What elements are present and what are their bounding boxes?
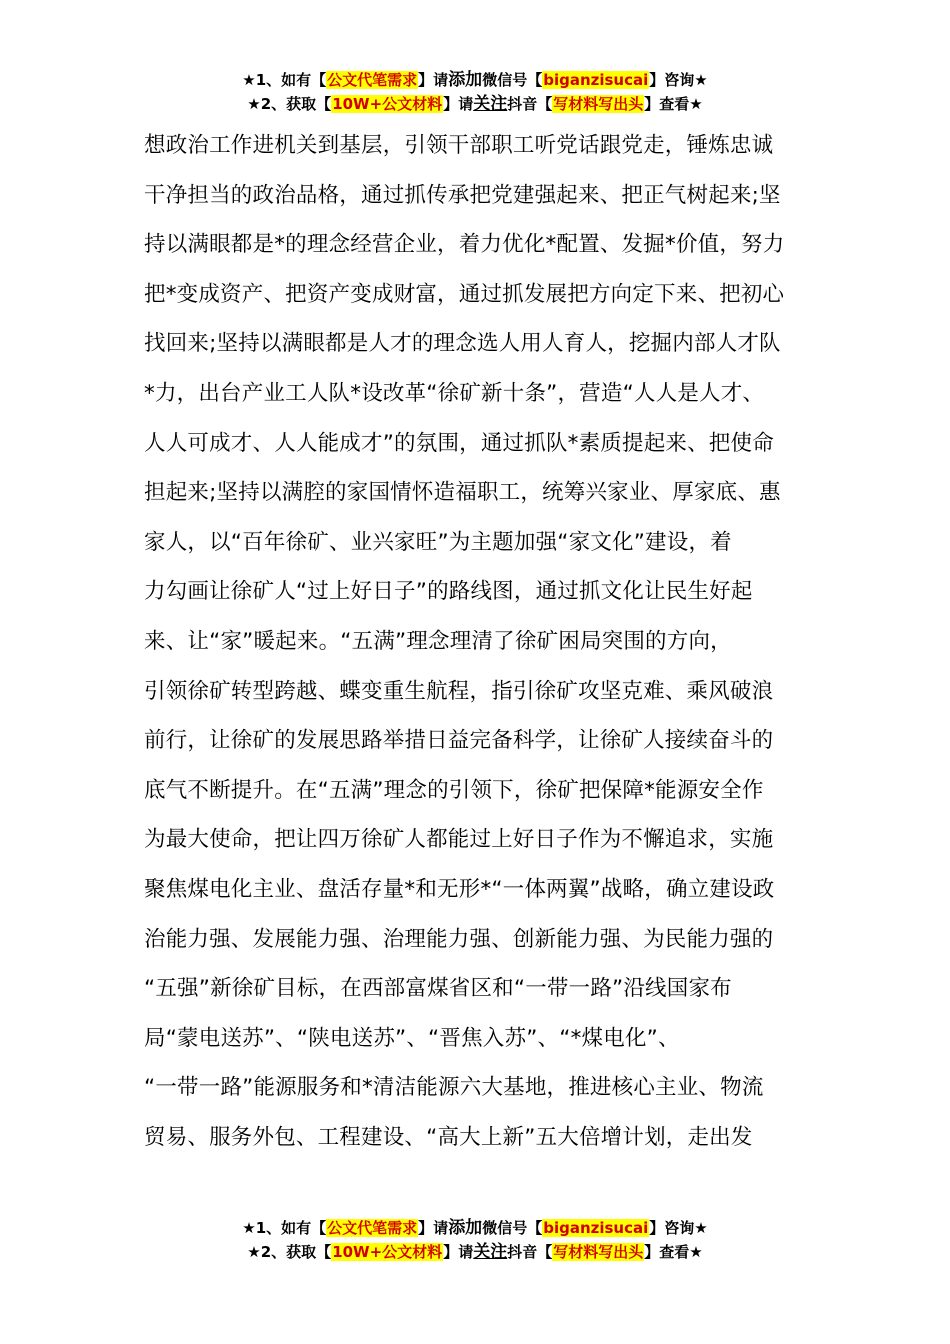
body-line: 局“蒙电送苏”、“陕电送苏”、“晋焦入苏”、“*煤电化”、 (144, 1025, 680, 1051)
banner-text: 】咨询★ (649, 71, 708, 89)
body-line: 干净担当的政治品格，通过抓传承把党建强起来、把正气树起来;坚 (144, 182, 781, 208)
body-line: 贸易、服务外包、工程建设、“高大上新”五大倍增计划，走出发 (144, 1124, 753, 1150)
banner-highlight: 10W+公文材料 (332, 95, 443, 113)
banner-highlight: 10W+公文材料 (332, 1243, 443, 1261)
body-line: 来、让“家”暖起来。“五满”理念理清了徐矿困局突围的方向， (144, 628, 732, 654)
banner-text: 】请 (418, 71, 449, 89)
body-line: 治能力强、发展能力强、治理能力强、创新能力强、为民能力强的 (144, 926, 774, 952)
header-banner (0, 68, 950, 116)
banner-line-1 (0, 68, 950, 92)
body-line: 把*变成资产、把资产变成财富，通过抓发展把方向定下来、把初心 (144, 281, 785, 307)
banner-text: ★1、如有【 (242, 71, 327, 89)
banner-text: 抖音【 (507, 95, 553, 113)
banner-emphasis: 关注 (473, 1242, 508, 1262)
body-line: 前行，让徐矿的发展思路举措日益完备科学，让徐矿人接续奋斗的 (144, 728, 774, 754)
banner-line-2 (0, 92, 950, 116)
footer-banner (0, 1216, 950, 1264)
body-line: 为最大使命，把让四万徐矿人都能过上好日子作为不懈追求，实施 (144, 827, 774, 853)
body-line: 想政治工作进机关到基层，引领干部职工听党话跟党走，锤炼忠诚 (144, 133, 774, 158)
banner-line-2 (0, 1240, 950, 1264)
body-line: 底气不断提升。在“五满”理念的引领下，徐矿把保障*能源安全作 (144, 777, 764, 803)
body-line: *力，出台产业工人队*设改革“徐矿新十条”，营造“人人是人才、 (144, 380, 765, 406)
banner-wechat-id: biganzisucai (543, 1219, 649, 1237)
banner-emphasis: 添加 (448, 70, 483, 90)
banner-line-1 (0, 1216, 950, 1240)
banner-douyin-id: 写材料写出头 (553, 95, 644, 113)
banner-douyin-id: 写材料写出头 (553, 1243, 644, 1261)
banner-text: 】请 (443, 95, 474, 113)
banner-text: 】查看★ (644, 1243, 703, 1261)
banner-text: 】咨询★ (649, 1219, 708, 1237)
banner-highlight: 公文代笔需求 (327, 1219, 418, 1237)
body-line: 人人可成才、人人能成才”的氛围，通过抓队*素质提起来、把使命 (144, 430, 774, 456)
body-line: “一带一路”能源服务和*清洁能源六大基地，推进核心主业、物流 (144, 1075, 764, 1101)
body-line: 担起来;坚持以满腔的家国情怀造福职工，统筹兴家业、厚家底、惠 (144, 480, 781, 506)
body-line: “五强”新徐矿目标，在西部富煤省区和“一带一路”沿线国家布 (144, 976, 732, 1002)
document-body (144, 121, 814, 1162)
banner-text: 微信号【 (482, 71, 543, 89)
body-line: 持以满眼都是*的理念经营企业，着力优化*配置、发掘*价值，努力 (144, 232, 785, 258)
banner-text: 微信号【 (482, 1219, 543, 1237)
banner-text: 】查看★ (644, 95, 703, 113)
body-line: 聚焦煤电化主业、盘活存量*和无形*“一体两翼”战略，确立建设政 (144, 876, 775, 902)
banner-wechat-id: biganzisucai (543, 71, 649, 89)
banner-emphasis: 关注 (473, 94, 508, 114)
banner-text: 抖音【 (507, 1243, 553, 1261)
banner-text: ★2、获取【 (247, 95, 332, 113)
body-line: 力勾画让徐矿人“过上好日子”的路线图，通过抓文化让民生好起 (144, 579, 753, 605)
banner-text: 】请 (418, 1219, 449, 1237)
body-line: 引领徐矿转型跨越、蝶变重生航程，指引徐矿攻坚克难、乘风破浪 (144, 678, 774, 704)
banner-emphasis: 添加 (448, 1218, 483, 1238)
banner-text: 】请 (443, 1243, 474, 1261)
banner-text: ★2、获取【 (247, 1243, 332, 1261)
body-line: 找回来;坚持以满眼都是人才的理念选人用人育人，挖掘内部人才队 (144, 331, 781, 357)
banner-text: ★1、如有【 (242, 1219, 327, 1237)
banner-highlight: 公文代笔需求 (327, 71, 418, 89)
body-line: 家人，以“百年徐矿、业兴家旺”为主题加强“家文化”建设，着 (144, 529, 732, 555)
